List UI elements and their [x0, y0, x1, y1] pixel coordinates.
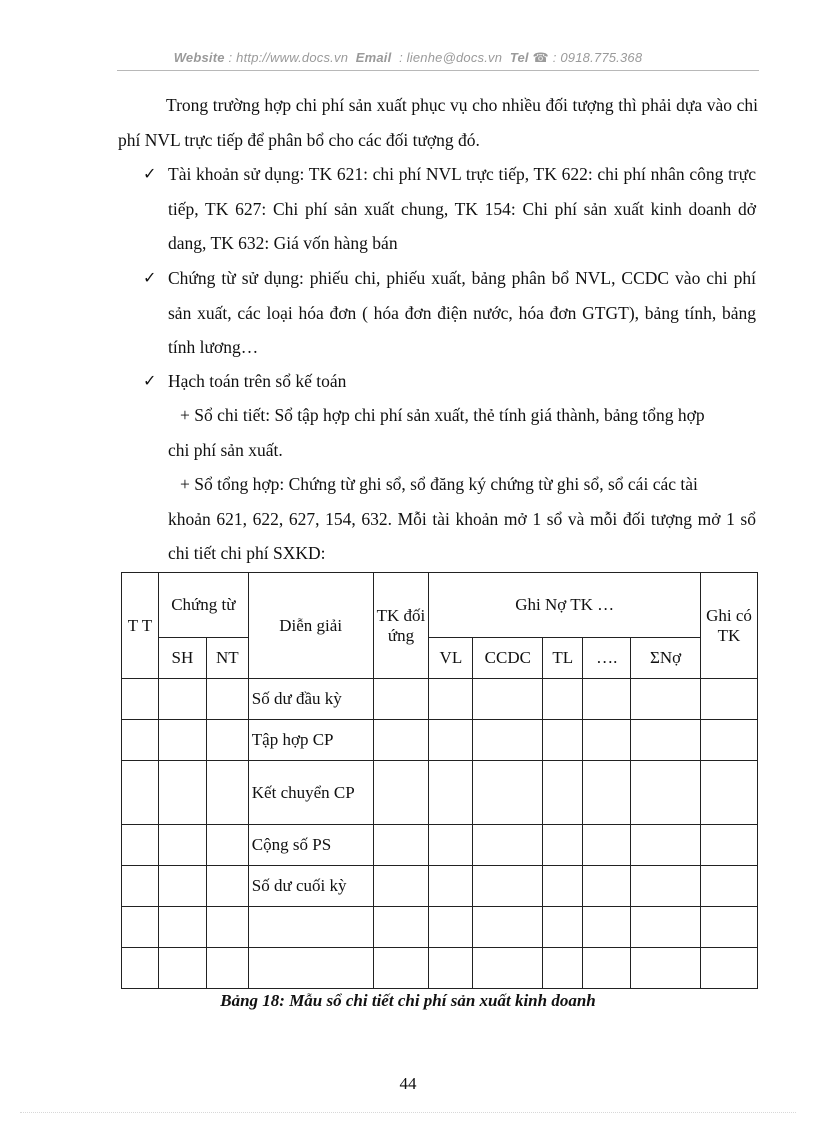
table-row — [122, 948, 758, 989]
table-row — [122, 679, 758, 720]
checkmark-icon: ✓ — [143, 371, 157, 390]
col-header-ghi-co: Ghi có TK — [701, 573, 758, 679]
ledger-table — [121, 572, 758, 989]
col-header-dots: …. — [583, 638, 631, 679]
website-label: Website — [173, 50, 225, 65]
email-label: Email — [355, 50, 392, 65]
tel-value: ☎ : 0918.775.368 — [532, 50, 643, 65]
bullet-text: Chứng từ sử dụng: phiếu chi, phiếu xuất, bảng phân bổ NVL, CCDC vào chi phí sản xuất, các loại hóa đơn ( hóa đơn điện nước, hóa đơn GTGT), bảng tính, bảng tính lương… — [168, 268, 756, 357]
sub-item-cont: khoản 621, 622, 627, 154, 632. Mỗi tài khoản mở 1 sổ và mỗi đối tượng mở 1 sổ chi tiết chi phí SXKD: — [168, 508, 756, 563]
bullet-text: Tài khoản sử dụng: TK 621: chi phí NVL trực tiếp, TK 622: chi phí nhân công trực tiếp, TK 627: Chi phí sản xuất chung, TK 154: Chi phí sản xuất kinh doanh dở dang, TK 632: Giá vốn hàng bán — [168, 164, 756, 253]
table-row — [122, 761, 758, 825]
table-row — [122, 720, 758, 761]
row-label: Cộng số PS — [248, 825, 373, 866]
col-header-dien-giai: Diễn giải — [248, 573, 373, 679]
row-label — [248, 907, 373, 948]
sub-item-general-ledger — [168, 467, 756, 571]
table-row — [122, 866, 758, 907]
col-header-nt: NT — [206, 638, 248, 679]
page-number: 44 — [399, 1074, 417, 1093]
row-label: Tập hợp CP — [248, 720, 373, 761]
col-header-vl: VL — [429, 638, 473, 679]
col-header-ghi-no: Ghi Nợ TK … — [429, 573, 701, 638]
sub-item-cont: chi phí sản xuất. — [168, 439, 283, 460]
bullet-accounts — [143, 157, 756, 261]
row-label: Số dư đầu kỳ — [248, 679, 373, 720]
intro-paragraph: Trong trường hợp chi phí sản xuất phục vụ cho nhiều đối tượng thì phải dựa vào chi phí NVL trực tiếp để phân bổ cho các đối tượng đó. — [118, 95, 758, 150]
footer-divider — [20, 1112, 796, 1113]
col-header-tk-doi-ung: TK đối ứng — [373, 573, 429, 679]
bullet-documents — [143, 261, 756, 365]
tel-label: Tel — [509, 50, 529, 65]
header-divider — [117, 70, 759, 71]
col-header-tl: TL — [543, 638, 583, 679]
sub-item-detail-ledger — [168, 398, 756, 467]
page-header — [0, 50, 816, 66]
bullet-text: Hạch toán trên sổ kế toán — [168, 371, 347, 391]
bullet-accounting — [143, 364, 756, 399]
email-value[interactable]: : lienhe@docs.vn — [399, 50, 503, 65]
sub-item-lead: + Sổ tổng hợp: Chứng từ ghi sổ, sổ đăng ký chứng từ ghi sổ, sổ cái các tài — [180, 474, 698, 494]
col-header-sum-no: ΣNợ — [631, 638, 701, 679]
col-header-ccdc: CCDC — [473, 638, 543, 679]
table-row — [122, 907, 758, 948]
row-label: Kết chuyển CP — [248, 761, 373, 825]
checkmark-icon: ✓ — [143, 268, 157, 287]
checkmark-icon: ✓ — [143, 164, 157, 183]
sub-item-lead: + Sổ chi tiết: Sổ tập hợp chi phí sản xuất, thẻ tính giá thành, bảng tổng hợp — [180, 405, 705, 425]
table-row — [122, 825, 758, 866]
row-label — [248, 948, 373, 989]
col-header-sh: SH — [158, 638, 206, 679]
website-url[interactable]: : http://www.docs.vn — [228, 50, 349, 65]
row-label: Số dư cuối kỳ — [248, 866, 373, 907]
col-header-tt: T T — [122, 573, 159, 679]
table-caption: Bảng 18: Mẫu sổ chi tiết chi phí sản xuất kinh doanh — [220, 991, 596, 1010]
col-header-chung-tu: Chứng từ — [158, 573, 248, 638]
